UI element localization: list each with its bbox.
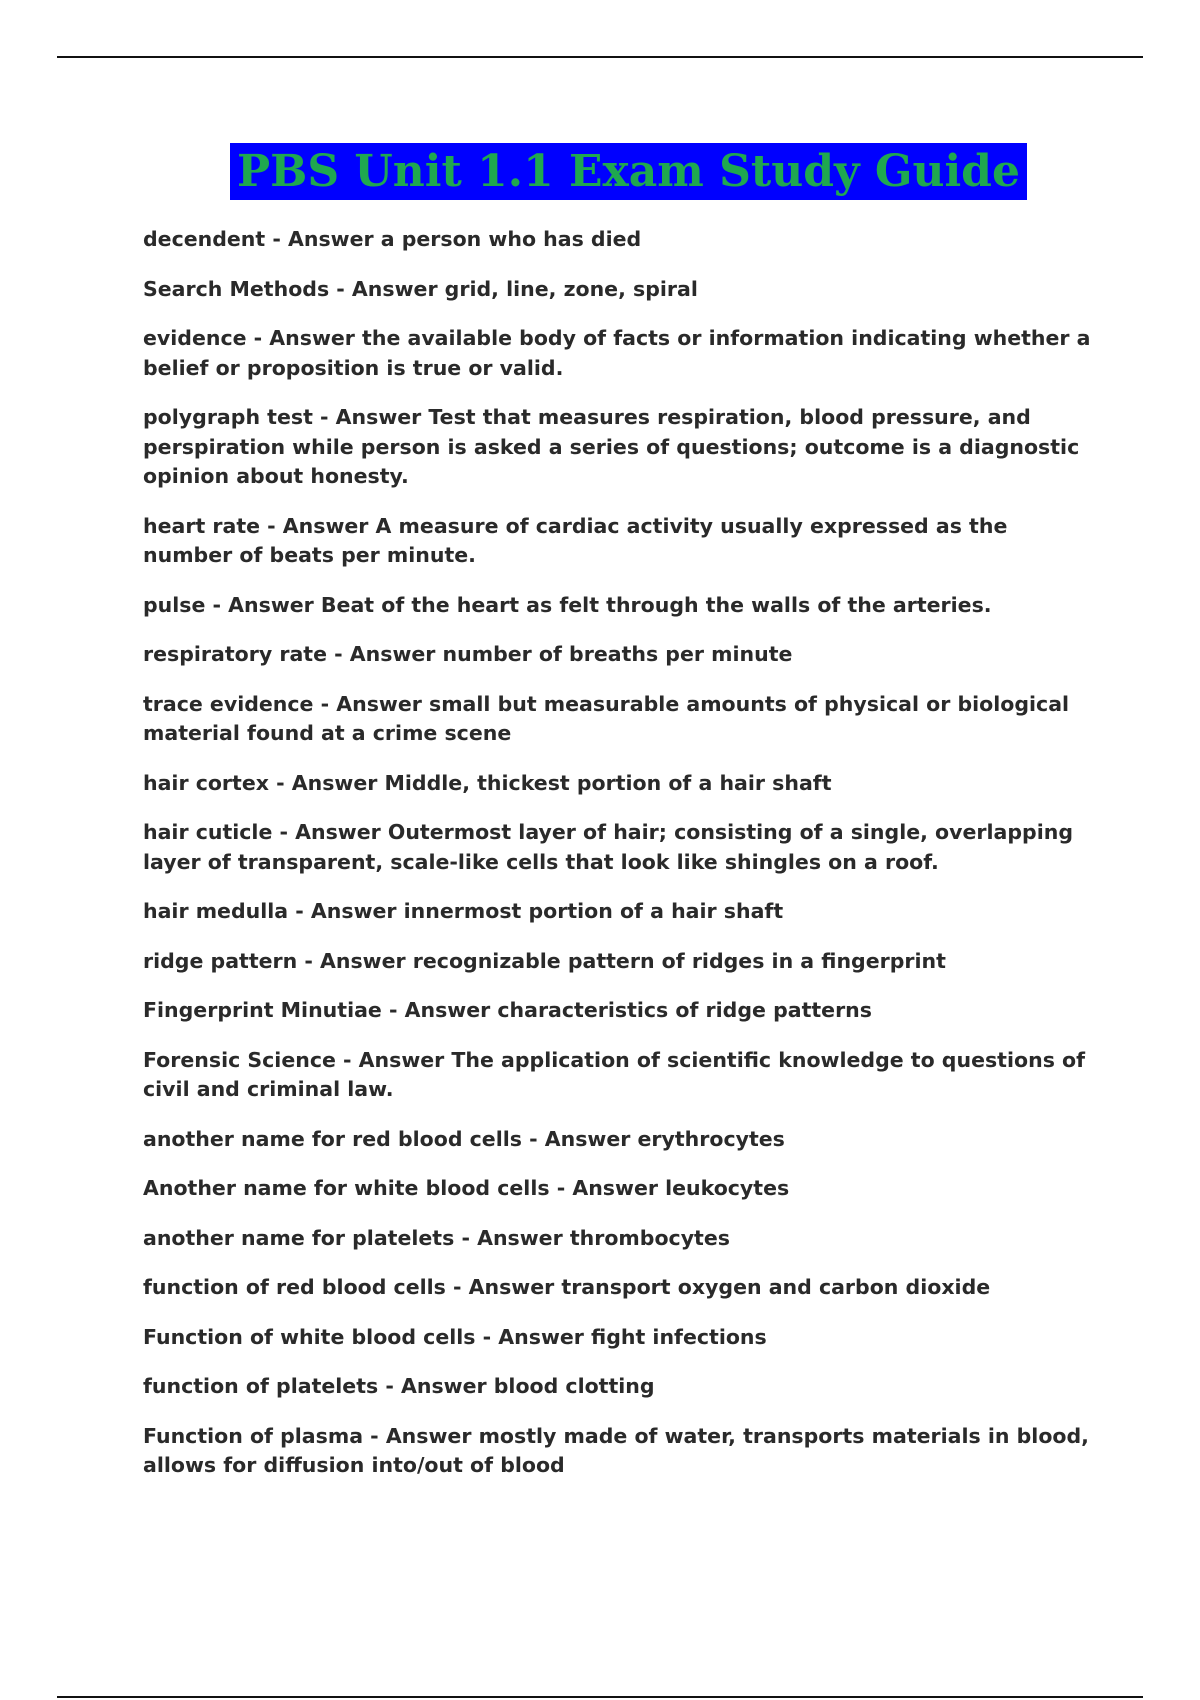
- entry-fingerprint-minutiae: Fingerprint Minutiae - Answer characteristics of ridge patterns: [143, 998, 872, 1022]
- entry-hair-cuticle: hair cuticle - Answer Outermost layer of hair; consisting of a single, overlapping layer of transparent, scale-like cells that look like shingles on a roof.: [143, 820, 1074, 874]
- entry-polygraph-test: polygraph test - Answer Test that measures respiration, blood pressure, and perspiration while person is asked a series of questions; outcome is a diagnostic opinion about honesty.: [143, 405, 1080, 488]
- study-guide-entries: [143, 225, 1098, 1501]
- title-banner: [230, 143, 1027, 200]
- entry-platelets-function: function of platelets - Answer blood clotting: [143, 1374, 655, 1398]
- entry-trace-evidence: trace evidence - Answer small but measurable amounts of physical or biological material found at a crime scene: [143, 691, 1070, 745]
- entry-white-blood-cells-name: Another name for white blood cells - Answer leukocytes: [143, 1176, 790, 1200]
- entry-red-blood-cells-name: another name for red blood cells - Answer erythrocytes: [143, 1126, 785, 1151]
- entry-respiratory-rate: respiratory rate - Answer number of breaths per minute: [143, 642, 793, 666]
- footer-rule: [57, 1696, 1143, 1698]
- entry-search-methods: Search Methods - Answer grid, line, zone, spiral: [143, 276, 698, 301]
- entry-heart-rate: heart rate - Answer A measure of cardiac activity usually expressed as the number of beats per minute.: [143, 513, 1008, 567]
- page-title: PBS Unit 1.1 Exam Study Guide: [237, 146, 1020, 197]
- entry-pulse: pulse - Answer Beat of the heart as felt through the walls of the arteries.: [143, 592, 992, 617]
- header-rule: [57, 56, 1143, 58]
- entry-plasma-function: Function of plasma - Answer mostly made of water, transports materials in blood, allows for diffusion into/out of blood: [143, 1423, 1089, 1477]
- entry-white-blood-cells-function: Function of white blood cells - Answer fight infections: [143, 1324, 767, 1349]
- entry-platelets-name: another name for platelets - Answer thrombocytes: [143, 1225, 730, 1250]
- entry-decendent: decendent - Answer a person who has died: [143, 227, 642, 251]
- entry-ridge-pattern: ridge pattern - Answer recognizable pattern of ridges in a fingerprint: [143, 948, 946, 973]
- entry-hair-cortex: hair cortex - Answer Middle, thickest portion of a hair shaft: [143, 770, 832, 795]
- entry-forensic-science: Forensic Science - Answer The application of scientific knowledge to questions of civil and criminal law.: [143, 1047, 1086, 1101]
- entry-evidence: evidence - Answer the available body of facts or information indicating whether a belief or proposition is true or valid.: [143, 326, 1091, 380]
- entry-hair-medulla: hair medulla - Answer innermost portion of a hair shaft: [143, 899, 784, 923]
- entry-red-blood-cells-function: function of red blood cells - Answer transport oxygen and carbon dioxide: [143, 1275, 991, 1299]
